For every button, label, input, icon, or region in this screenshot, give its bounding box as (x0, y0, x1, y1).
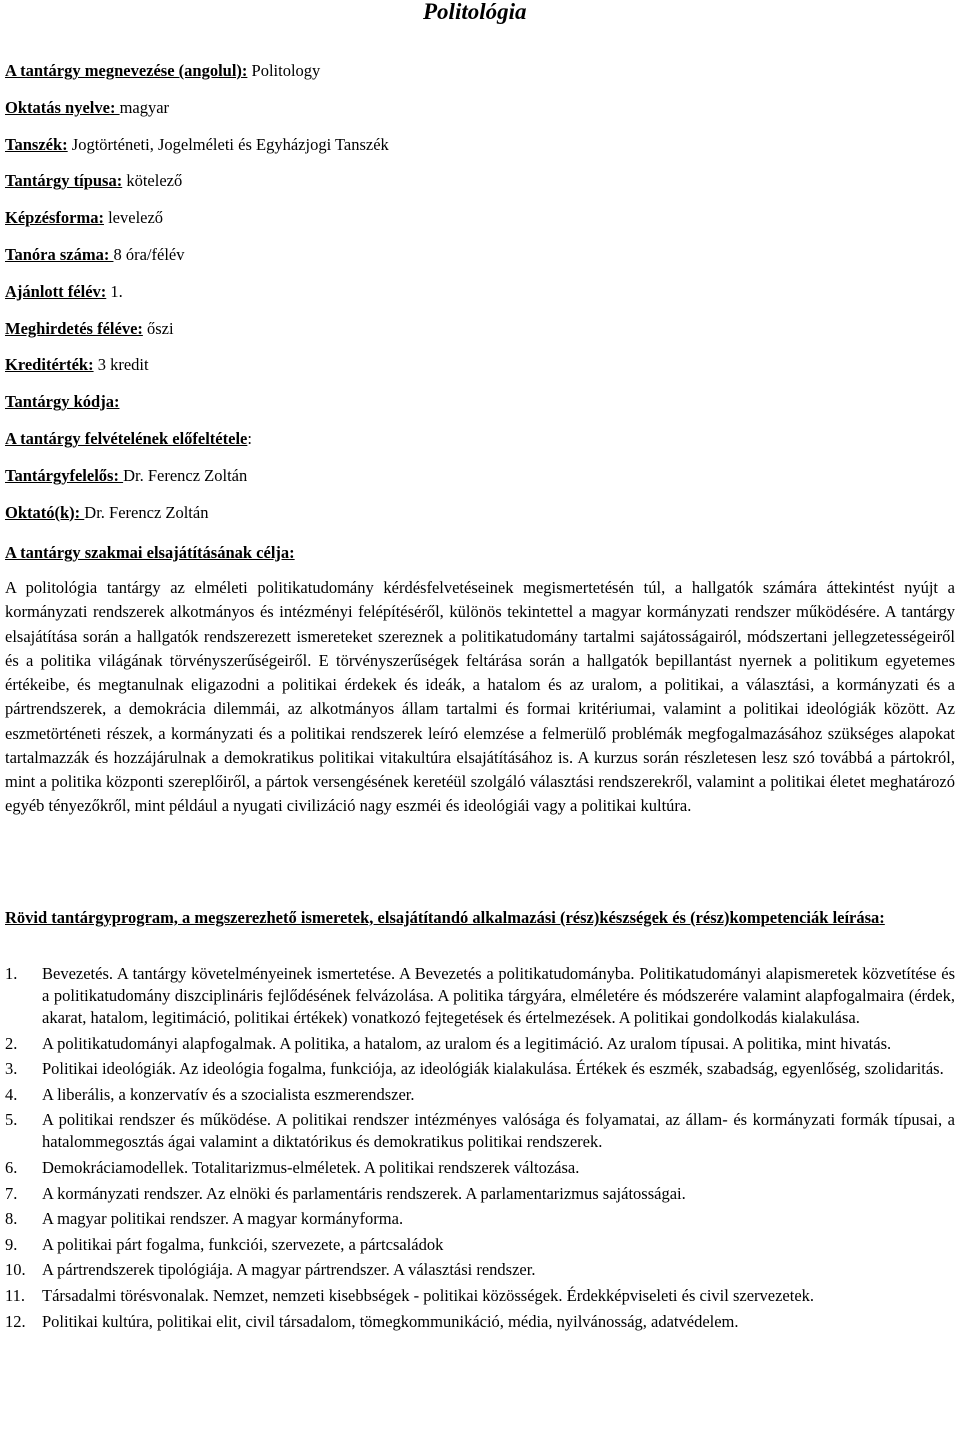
topic-number: 5. (5, 1110, 18, 1130)
topic-item (5, 1285, 955, 1307)
meta-value: 8 óra/félév (113, 244, 185, 264)
document-title: Politológia (423, 0, 527, 24)
meta-label: Tantárgy típusa: (5, 171, 123, 191)
topic-number: 2. (5, 1033, 18, 1053)
meta-row-department (5, 134, 955, 156)
meta-row-announcement-semester (5, 318, 955, 340)
meta-row-course-code (5, 391, 955, 413)
meta-row-prerequisite (5, 428, 955, 450)
topic-item (5, 1109, 955, 1153)
topic-item (5, 1259, 955, 1281)
topic-number: 10. (5, 1260, 26, 1280)
topic-number: 1. (5, 964, 18, 983)
meta-label: Oktató(k): (5, 502, 85, 522)
topic-number: 9. (5, 1234, 18, 1254)
topic-list (5, 963, 955, 1333)
topic-item (5, 1157, 955, 1179)
meta-label: Oktatás nyelve: (5, 97, 120, 117)
meta-value: magyar (119, 97, 170, 117)
topic-number: 12. (5, 1311, 26, 1331)
topic-item (5, 1033, 955, 1055)
meta-label: Kreditérték: (5, 355, 94, 375)
topic-text: A politikai rendszer és működése. A politikai rendszer intézményes valósága és folyamatai, az állam- és kormányzati formák típusai, a hatalommegosztás ágai valamint a diktatórikus és demokratikus politikai rendszerek. (42, 1110, 955, 1152)
meta-label: Tantárgy kódja: (5, 392, 120, 412)
meta-value: Dr. Ferencz Zoltán (123, 465, 248, 485)
topic-number: 6. (5, 1157, 18, 1177)
meta-label: A tantárgy felvételének előfeltétele (5, 428, 248, 448)
meta-value: Politology (247, 61, 321, 80)
topic-text: Társadalmi törésvonalak. Nemzet, nemzeti kisebbségek - politikai közösségek. Érdekképviseleti és civil szervezetek. (42, 1285, 815, 1305)
meta-label: Tanóra száma: (5, 244, 114, 264)
meta-row-responsible (5, 465, 955, 487)
topic-text: A pártrendszerek tipológiája. A magyar pártrendszer. A választási rendszer. (42, 1260, 536, 1280)
topic-text: Politikai kultúra, politikai elit, civil társadalom, tömegkommunikáció, média, nyilvánosság, adatvédelem. (42, 1311, 739, 1331)
topic-text: A politikatudományi alapfogalmak. A politika, a hatalom, az uralom és a legitimáció. Az uralom típusai. A politika, mint hivatás. (42, 1033, 892, 1053)
meta-label: Képzésforma: (5, 208, 104, 228)
meta-value: 3 kredit (93, 355, 149, 375)
topic-text: A kormányzati rendszer. Az elnöki és parlamentáris rendszerek. A parlamentarizmus sajátosságai. (42, 1183, 686, 1203)
topic-text: A liberális, a konzervatív és a szocialista eszmerendszer. (42, 1084, 415, 1104)
meta-row-lesson-count (5, 244, 955, 266)
meta-value: levelező (103, 208, 164, 228)
topic-number: 4. (5, 1084, 18, 1104)
meta-label: Tantárgyfelelős: (5, 465, 124, 485)
meta-label: A tantárgy megnevezése (angolul): (5, 61, 248, 80)
topic-item (5, 1058, 955, 1080)
goal-description: A politológia tantárgy az elméleti politikatudomány kérdésfelvetéseinek megismertetésén túl, a hallgatók számára áttekintést nyújt a kormányzati rendszerek alkotmányos és intézményi felépítéséről, különös tekintettel a magyar kormányzati rendszer működésére. A tantárgy elsajátítása során a hallgatók rendszerezett ismereteket szereznek a politikatudomány tartalmi sajátosságairól, módszertani jellegzetességeiről és a politika világának törvényszerűségeiről. E törvényszerűségek feltárása során a hallgatók bepillantást nyernek a politikum egyetemes értékeibe, és megtanulnak eligazodni a politikai érdekek és ideák, a hatalom és az uralom, a politikai, a választási, a kormányzati és a pártrendszerek, a demokrácia dilemmái, az alkotmányos állam tartalmi és formai kritériumai, valamint a politikai ideológiák között. Az eszmetörténeti részek, a kormányzati és a politikai rendszerek leíró elemzése a felmerülő problémák megfogalmazásához szükséges alapokat tartalmazzák és hozzájárulnak a demokratikus politikai vitakultúra elsajátításához is. A kurzus során részletesen lesz szó továbbá a pártokról, mint a politika központi szereplőiről, a pártok versengésének keretéül szolgáló választási rendszerekről, valamint a politikai életet meghatározó egyéb tényezőkről, mint például a nyugati civilizáció nagy eszméi és ideológiái vagy a politikai kultúra. (5, 578, 955, 816)
program-heading: Rövid tantárgyprogram, a megszerezhető ismeretek, elsajátítandó alkalmazási (rész)készségek és (rész)kompetenciák leírása: (5, 908, 885, 927)
meta-row-instructor (5, 502, 955, 524)
meta-label: Meghirdetés féléve: (5, 318, 143, 338)
meta-value: 1. (106, 281, 123, 301)
topic-number: 7. (5, 1183, 18, 1203)
topic-item (5, 1234, 955, 1256)
meta-row-language (5, 97, 955, 119)
course-info-list (5, 60, 955, 538)
topic-item (5, 963, 955, 1029)
goal-heading: A tantárgy szakmai elsajátításának célja: (5, 543, 295, 562)
topic-item (5, 1183, 955, 1205)
meta-row-training-form (5, 207, 955, 229)
topic-text: Politikai ideológiák. Az ideológia fogalma, funkciója, az ideológiák kialakulása. Értékek és eszmék, szabadság, egyenlőség, szolidaritás. (42, 1059, 944, 1079)
meta-label: Ajánlott félév: (5, 281, 107, 301)
meta-row-english-name (5, 60, 955, 82)
meta-row-credit (5, 354, 955, 376)
topic-text: Bevezetés. A tantárgy követelményeinek ismertetése. A Bevezetés a politikatudományba. Politikatudományi alapismeretek közvetítése és a politikatudomány diszciplináris fejlődésének felvázolása. A politika tárgyára, elméletére és módszerére valamint alapfogalmaira (érdek, akarat, hatalom, legitimáció, politikai értékek) vonatkozó fejtegetések és értelmezések. A politikai gondolkodás kialakulása. (42, 964, 955, 1027)
topic-item (5, 1084, 955, 1106)
topic-text: A magyar politikai rendszer. A magyar kormányforma. (42, 1209, 404, 1229)
topic-number: 11. (5, 1285, 26, 1305)
meta-value: őszi (142, 318, 174, 338)
meta-label: Tanszék: (5, 134, 68, 154)
topic-text: A politikai párt fogalma, funkciói, szervezete, a pártcsaládok (42, 1234, 444, 1254)
meta-row-course-type (5, 170, 955, 192)
meta-value: Jogtörténeti, Jogelméleti és Egyházjogi Tanszék (67, 134, 389, 154)
topic-item (5, 1311, 955, 1333)
topic-number: 8. (5, 1209, 18, 1229)
meta-row-recommended-semester (5, 281, 955, 303)
meta-value: : (247, 428, 252, 448)
topic-text: Demokráciamodellek. Totalitarizmus-elméletek. A politikai rendszerek változása. (42, 1157, 580, 1177)
meta-value: kötelező (122, 171, 183, 191)
meta-value: Dr. Ferencz Zoltán (84, 502, 209, 522)
topic-item (5, 1208, 955, 1230)
topic-number: 3. (5, 1059, 18, 1079)
